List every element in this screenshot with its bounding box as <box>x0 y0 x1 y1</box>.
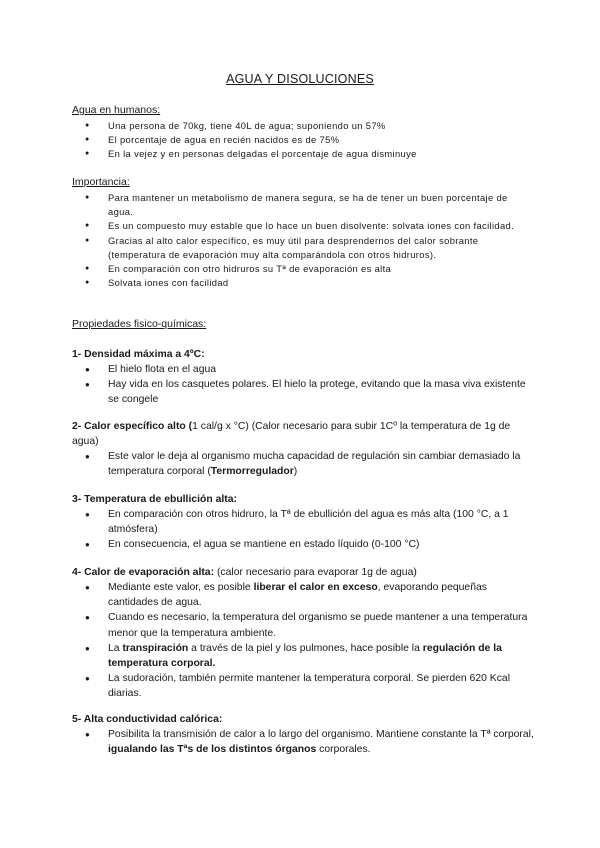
list-item: ● Mediante este valor, es posible liberar el calor en exceso, evaporando pequeñas cantidades de agua. <box>72 580 534 610</box>
heading-importancia: Importancia: <box>72 176 130 188</box>
list-item: ● La transpiración a través de la piel y los pulmones, hace posible la regulación de la temperatura corporal. <box>72 641 534 671</box>
list-item: ● El hielo flota en el agua <box>72 362 534 377</box>
list-section-2 <box>72 449 534 479</box>
list-section-1 <box>72 362 534 408</box>
list-item: ● Gracias al alto calor específico, es muy útil para desprendernos del calor sobrante (temperatura de evaporación muy alta comparándola con otros hidruros). <box>72 234 534 262</box>
list-item: ● En consecuencia, el agua se mantiene en estado líquido (0-100 °C) <box>72 537 534 552</box>
list-section-4 <box>72 580 534 702</box>
list-item: ● Solvata iones con facilidad <box>72 276 534 290</box>
list-item: ● La sudoración, también permite mantener la temperatura corporal. Se pierden 620 Kcal diarias. <box>72 671 534 701</box>
list-item: ● El porcentaje de agua en recién nacidos es de 75% <box>72 133 462 147</box>
section-5-title: 5- Alta conductividad calórica: <box>72 714 223 725</box>
section-4-title: 4- Calor de evaporación alta: (calor necesario para evaporar 1g de agua) <box>72 567 417 578</box>
list-item: ● Es un compuesto muy estable que lo hace un buen disolvente: solvata iones con facilidad. <box>72 219 534 233</box>
list-item: ● Posibilita la transmisión de calor a lo largo del organismo. Mantiene constante la Tª corporal, igualando las Tªs de los distintos órganos corporales. <box>72 727 534 757</box>
list-item: ● En comparación con otro hidruros su Tª de evaporación es alta <box>72 262 534 276</box>
list-section-3 <box>72 507 534 553</box>
list-agua-humanos <box>72 119 462 162</box>
heading-agua-humanos: Agua en humanos: <box>72 104 161 116</box>
list-item: ● Una persona de 70kg, tiene 40L de agua; suponiendo un 57% <box>72 119 462 133</box>
document-title: AGUA Y DISOLUCIONES <box>226 72 374 86</box>
list-item: ● Este valor le deja al organismo mucha capacidad de regulación sin cambiar demasiado la temperatura corporal (Termorregulador) <box>72 449 534 479</box>
list-importancia <box>72 191 534 290</box>
list-section-5 <box>72 727 534 757</box>
section-1-title: 1- Densidad máxima a 4ºC: <box>72 349 205 360</box>
list-item: ● Para mantener un metabolismo de manera segura, se ha de tener un buen porcentaje de agua. <box>72 191 534 219</box>
section-2-title: 2- Calor específico alto (1 cal/g x °C) (Calor necesario para subir 1Cº la temperatura de 1g de agua) <box>72 421 511 448</box>
list-item: ● En comparación con otros hidruro, la Tª de ebullición del agua es más alta (100 °C, a 1 atmósfera) <box>72 507 534 537</box>
heading-propiedades: Propiedades fisico-químicas: <box>72 318 207 330</box>
section-3-title: 3- Temperatura de ebullición alta: <box>72 494 237 505</box>
list-item: ● En la vejez y en personas delgadas el porcentaje de agua disminuye <box>72 147 462 161</box>
list-item: ● Cuando es necesario, la temperatura del organismo se puede mantener a una temperatura menor que la temperatura ambiente. <box>72 610 534 640</box>
list-item: ● Hay vida en los casquetes polares. El hielo la protege, evitando que la masa viva existente se congele <box>72 377 534 407</box>
